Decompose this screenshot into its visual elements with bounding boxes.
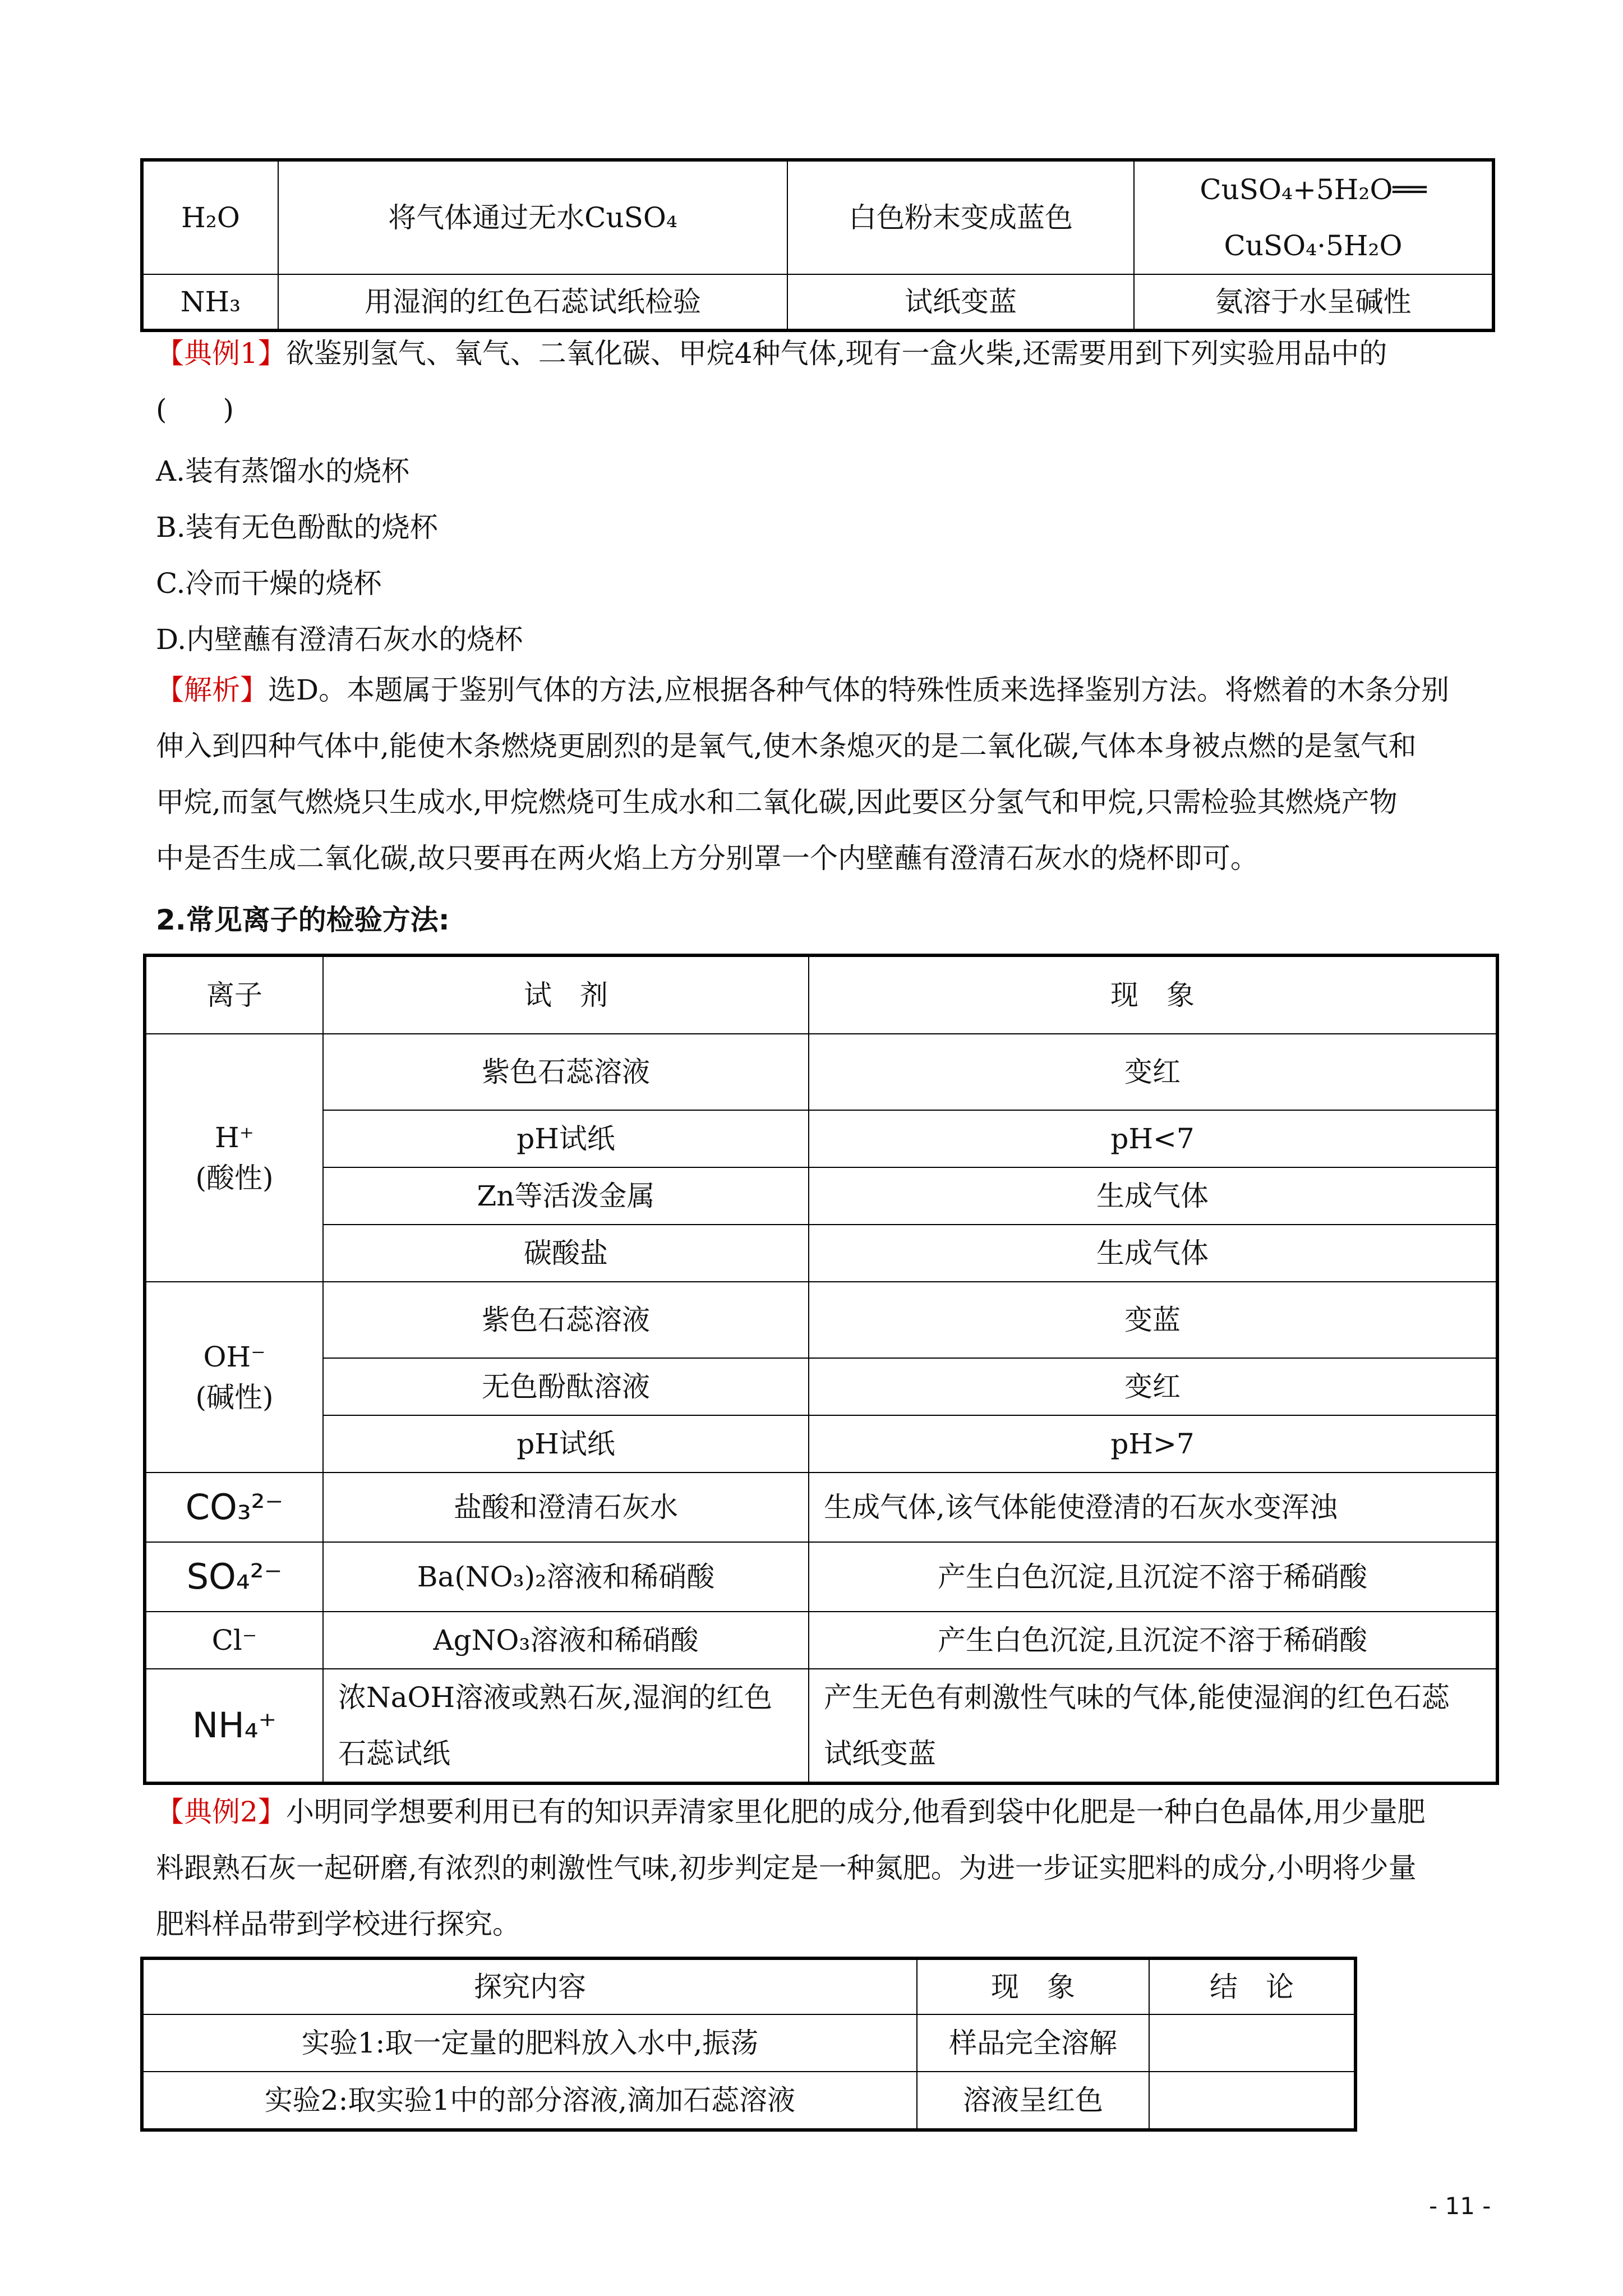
- table-row: [142, 160, 1493, 274]
- phenomenon-cell: 产生白色沉淀,且沉淀不溶于稀硝酸: [809, 1612, 1497, 1669]
- ion-cell-h: [145, 1034, 323, 1282]
- reagent-cell: AgNO₃溶液和稀硝酸: [323, 1612, 809, 1669]
- ion-note: (酸性): [195, 1162, 274, 1194]
- analysis-tag: 【解析】: [156, 674, 268, 706]
- ion-detection-table: [143, 954, 1499, 1785]
- reagent-line: 石蕊试纸: [338, 1737, 450, 1770]
- phenomenon-cell: 产生白色沉淀,且沉淀不溶于稀硝酸: [809, 1542, 1497, 1612]
- table-row: [145, 1473, 1497, 1542]
- table-header-row: [145, 955, 1497, 1034]
- phenomenon-cell: 生成气体: [809, 1225, 1497, 1282]
- phenomenon-cell: [809, 1669, 1497, 1783]
- phenomenon-cell: 溶液呈红色: [917, 2072, 1149, 2130]
- ion-cell-co3: CO₃²⁻: [145, 1473, 323, 1542]
- example2-line: 肥料样品带到学校进行探究。: [156, 1908, 520, 1940]
- reagent-cell: 碳酸盐: [323, 1225, 809, 1282]
- analysis-line: 甲烷,而氢气燃烧只生成水,甲烷燃烧可生成水和二氧化碳,因此要区分氢气和甲烷,只需检验其燃烧产物: [156, 786, 1398, 818]
- ion-symbol: H⁺: [215, 1121, 254, 1154]
- gas-cell: H₂O: [142, 160, 278, 274]
- reagent-cell: pH试纸: [323, 1110, 809, 1167]
- equation-line: CuSO₄+5H₂O══: [1200, 173, 1427, 206]
- option-a: A.装有蒸馏水的烧杯: [156, 455, 410, 487]
- table-row: [145, 1282, 1497, 1358]
- analysis-line: 伸入到四种气体中,能使木条燃烧更剧烈的是氧气,使木条熄灭的是二氧化碳,气体本身被点燃的是氢气和: [156, 730, 1417, 762]
- ion-cell-nh4: NH₄⁺: [145, 1669, 323, 1783]
- header-phenomenon: 现 象: [809, 955, 1497, 1034]
- example2-line: 料跟熟石灰一起研磨,有浓烈的刺激性气味,初步判定是一种氮肥。为进一步证实肥料的成分,小明将少量: [156, 1852, 1417, 1884]
- phenomenon-cell: pH<7: [809, 1110, 1497, 1167]
- option-d: D.内壁蘸有澄清石灰水的烧杯: [156, 623, 523, 656]
- phenomenon-cell: 白色粉末变成蓝色: [787, 160, 1134, 274]
- reagent-cell: pH试纸: [323, 1415, 809, 1473]
- analysis-line: 选D。本题属于鉴别气体的方法,应根据各种气体的特殊性质来选择鉴别方法。将燃着的木条分别: [268, 674, 1449, 706]
- answer-blank: ( ): [156, 393, 234, 426]
- page-number: - 11 -: [1429, 2192, 1491, 2220]
- conclusion-cell[interactable]: [1149, 2072, 1355, 2130]
- analysis-line: 中是否生成二氧化碳,故只要再在两火焰上方分别罩一个内壁蘸有澄清石灰水的烧杯即可。: [156, 842, 1258, 875]
- gas-cell: NH₃: [142, 274, 278, 330]
- header-phenomenon: 现 象: [917, 1958, 1149, 2014]
- table-row: [142, 2072, 1355, 2130]
- header-content: 探究内容: [142, 1958, 917, 2014]
- table-row: [145, 1612, 1497, 1669]
- phenomenon-cell: 变红: [809, 1358, 1497, 1415]
- phenomenon-line: 试纸变蓝: [824, 1737, 936, 1770]
- table-row: [145, 1415, 1497, 1473]
- note-cell: 氨溶于水呈碱性: [1134, 274, 1493, 330]
- table-row: [145, 1167, 1497, 1225]
- reagent-cell: 盐酸和澄清石灰水: [323, 1473, 809, 1542]
- option-c: C.冷而干燥的烧杯: [156, 567, 382, 600]
- ion-note: (碱性): [195, 1381, 274, 1414]
- example2-line: 小明同学想要利用已有的知识弄清家里化肥的成分,他看到袋中化肥是一种白色晶体,用少量肥: [285, 1796, 1426, 1828]
- phenomenon-cell: 试纸变蓝: [787, 274, 1134, 330]
- example1-question: [156, 325, 1485, 438]
- ion-cell-cl: Cl⁻: [145, 1612, 323, 1669]
- phenomenon-cell: 样品完全溶解: [917, 2014, 1149, 2072]
- content-cell: 实验2:取实验1中的部分溶液,滴加石蕊溶液: [142, 2072, 917, 2130]
- table-row: [142, 274, 1493, 330]
- table-header-row: [142, 1958, 1355, 2014]
- example-tag: 【典例2】: [156, 1796, 286, 1828]
- conclusion-cell[interactable]: [1149, 2014, 1355, 2072]
- table-row: [145, 1034, 1497, 1110]
- ion-cell-oh: [145, 1282, 323, 1473]
- table-row: [145, 1669, 1497, 1783]
- table-row: [145, 1542, 1497, 1612]
- phenomenon-cell: 变红: [809, 1034, 1497, 1110]
- phenomenon-cell: pH>7: [809, 1415, 1497, 1473]
- section-heading: 2.常见离子的检验方法:: [156, 904, 450, 936]
- phenomenon-cell: 生成气体,该气体能使澄清的石灰水变浑浊: [809, 1473, 1497, 1542]
- table-row: [145, 1225, 1497, 1282]
- header-reagent: 试 剂: [323, 955, 809, 1034]
- phenomenon-cell: 变蓝: [809, 1282, 1497, 1358]
- reagent-cell: 紫色石蕊溶液: [323, 1034, 809, 1110]
- header-conclusion: 结 论: [1149, 1958, 1355, 2014]
- method-cell: 用湿润的红色石蕊试纸检验: [278, 274, 787, 330]
- question-text: 欲鉴别氢气、氧气、二氧化碳、甲烷4种气体,现有一盒火柴,还需要用到下列实验用品中的: [285, 337, 1387, 370]
- ion-cell-so4: SO₄²⁻: [145, 1542, 323, 1612]
- gas-detection-table: [140, 158, 1495, 332]
- reagent-cell: [323, 1669, 809, 1783]
- reagent-cell: 无色酚酞溶液: [323, 1358, 809, 1415]
- phenomenon-line: 产生无色有刺激性气味的气体,能使湿润的红色石蕊: [824, 1681, 1450, 1714]
- table-row: [145, 1358, 1497, 1415]
- equation-cell: [1134, 160, 1493, 274]
- example2-block: [156, 1784, 1485, 1952]
- table-row: [145, 1110, 1497, 1167]
- table-row: [142, 2014, 1355, 2072]
- ion-symbol: OH⁻: [203, 1340, 266, 1373]
- exploration-table: [140, 1957, 1357, 2132]
- equation-line: CuSO₄·5H₂O: [1224, 229, 1403, 262]
- option-b: B.装有无色酚酞的烧杯: [156, 511, 438, 544]
- analysis-block: [156, 662, 1485, 886]
- reagent-cell: Zn等活泼金属: [323, 1167, 809, 1225]
- method-cell: 将气体通过无水CuSO₄: [278, 160, 787, 274]
- example-tag: 【典例1】: [156, 337, 286, 370]
- header-ion: 离子: [145, 955, 323, 1034]
- reagent-cell: Ba(NO₃)₂溶液和稀硝酸: [323, 1542, 809, 1612]
- reagent-line: 浓NaOH溶液或熟石灰,湿润的红色: [338, 1681, 773, 1714]
- reagent-cell: 紫色石蕊溶液: [323, 1282, 809, 1358]
- phenomenon-cell: 生成气体: [809, 1167, 1497, 1225]
- content-cell: 实验1:取一定量的肥料放入水中,振荡: [142, 2014, 917, 2072]
